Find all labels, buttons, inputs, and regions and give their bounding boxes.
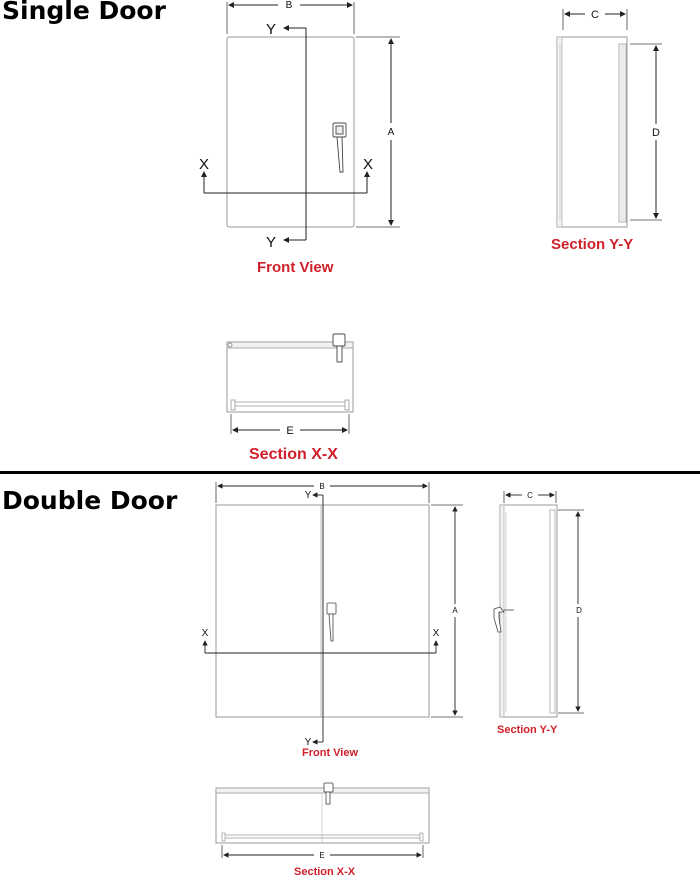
double-dimension-d-label: D xyxy=(576,606,582,615)
single-section-marker-x-left: X xyxy=(198,156,210,173)
single-section-yy-body xyxy=(557,37,627,227)
single-section-yy xyxy=(557,9,662,227)
double-front-view-caption: Front View xyxy=(302,747,359,759)
double-dimension-e-label: E xyxy=(319,851,325,860)
single-section-xx-body xyxy=(227,342,353,412)
single-dimension-a-label: A xyxy=(387,127,395,138)
double-front-view xyxy=(202,482,463,748)
single-section-marker-y-bottom: Y xyxy=(265,234,277,251)
single-front-view-caption: Front View xyxy=(257,259,334,276)
double-section-marker-y-top: Y xyxy=(304,490,312,501)
single-door-heading: Single Door xyxy=(2,0,166,25)
double-section-xx xyxy=(216,783,429,860)
double-section-yy-caption: Section Y-Y xyxy=(497,724,558,736)
single-section-yy-caption: Section Y-Y xyxy=(551,236,634,253)
double-door-heading: Double Door xyxy=(2,486,178,515)
single-front-view xyxy=(199,0,400,251)
single-dimension-e-label: E xyxy=(286,425,294,437)
double-dimension-b-label: B xyxy=(319,482,325,491)
double-dimension-c-label: C xyxy=(527,491,533,500)
single-section-xx-caption: Section X-X xyxy=(249,446,338,463)
single-dimension-d-label: D xyxy=(652,127,660,139)
double-front-enclosure-body xyxy=(216,505,429,717)
double-section-xx-caption: Section X-X xyxy=(294,866,356,878)
double-section-marker-x-right: X xyxy=(432,628,440,639)
single-section-xx xyxy=(227,334,353,437)
double-section-yy xyxy=(494,491,584,717)
single-dimension-b-label: B xyxy=(285,0,293,11)
double-section-marker-x-left: X xyxy=(201,628,209,639)
single-dimension-c-label: C xyxy=(591,9,599,21)
single-section-marker-x-right: X xyxy=(362,156,374,173)
double-dimension-a-label: A xyxy=(452,606,458,615)
double-section-yy-body xyxy=(500,505,557,717)
single-section-marker-y-top: Y xyxy=(265,21,277,38)
double-section-marker-y-bottom: Y xyxy=(304,737,312,748)
